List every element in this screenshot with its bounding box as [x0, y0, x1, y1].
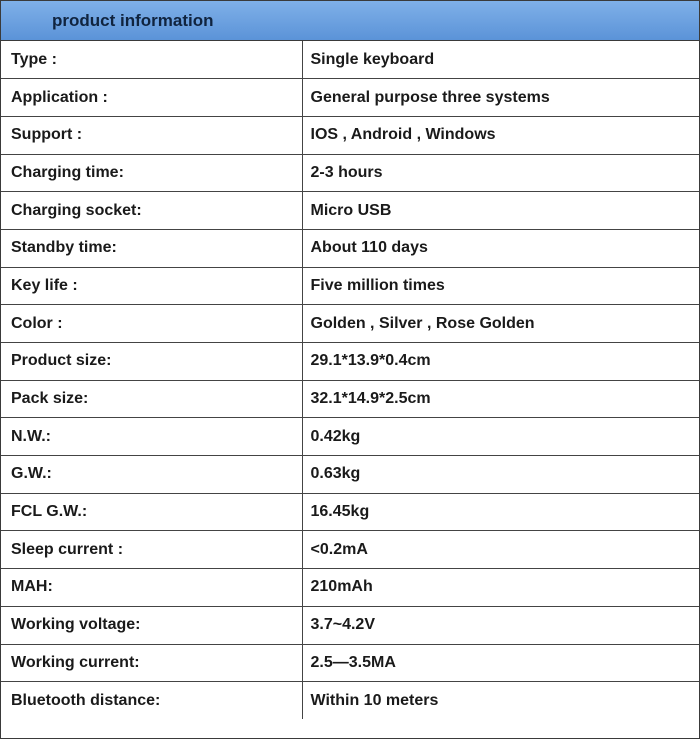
table-row — [1, 41, 699, 79]
spec-value: General purpose three systems — [302, 79, 699, 117]
table-row — [1, 606, 699, 644]
spec-label: MAH: — [1, 569, 302, 607]
spec-value: Golden , Silver , Rose Golden — [302, 305, 699, 343]
spec-label: Sleep current : — [1, 531, 302, 569]
spec-value: Micro USB — [302, 192, 699, 230]
spec-label: Color : — [1, 305, 302, 343]
table-row — [1, 116, 699, 154]
spec-value: IOS , Android , Windows — [302, 116, 699, 154]
spec-value: 0.42kg — [302, 418, 699, 456]
spec-table — [1, 41, 699, 719]
table-row — [1, 569, 699, 607]
spec-label: N.W.: — [1, 418, 302, 456]
table-row — [1, 305, 699, 343]
spec-label: Pack size: — [1, 380, 302, 418]
table-row — [1, 531, 699, 569]
spec-value: 3.7~4.2V — [302, 606, 699, 644]
spec-value: About 110 days — [302, 229, 699, 267]
spec-label: Working current: — [1, 644, 302, 682]
spec-label: Charging time: — [1, 154, 302, 192]
table-row — [1, 682, 699, 720]
spec-label: Working voltage: — [1, 606, 302, 644]
table-row — [1, 380, 699, 418]
table-header — [1, 1, 699, 41]
spec-label: FCL G.W.: — [1, 493, 302, 531]
table-row — [1, 267, 699, 305]
spec-value: Single keyboard — [302, 41, 699, 79]
spec-value: 0.63kg — [302, 456, 699, 494]
table-row — [1, 456, 699, 494]
spec-label: Product size: — [1, 343, 302, 381]
spec-value: Within 10 meters — [310, 691, 439, 709]
spec-value: 32.1*14.9*2.5cm — [302, 380, 699, 418]
table-row — [1, 644, 699, 682]
spec-label: Type : — [1, 41, 302, 79]
table-row — [1, 493, 699, 531]
table-row — [1, 154, 699, 192]
spec-label: Application : — [1, 79, 302, 117]
spec-value: Five million times — [302, 267, 699, 305]
spec-value: 210mAh — [302, 569, 699, 607]
spec-label: Bluetooth distance: — [1, 682, 302, 720]
table-row — [1, 229, 699, 267]
table-row — [1, 343, 699, 381]
spec-label: Standby time: — [1, 229, 302, 267]
table-row — [1, 192, 699, 230]
spec-value: 16.45kg — [302, 493, 699, 531]
spec-label: Support : — [1, 116, 302, 154]
spec-value: <0.2mA — [302, 531, 699, 569]
spec-label: Charging socket: — [1, 192, 302, 230]
spec-label: G.W.: — [1, 456, 302, 494]
spec-value: 29.1*13.9*0.4cm — [302, 343, 699, 381]
spec-label: Key life : — [1, 267, 302, 305]
spec-value: 2-3 hours — [302, 154, 699, 192]
spec-value: 2.5—3.5MA — [302, 644, 699, 682]
header-title: product information — [52, 10, 214, 30]
table-row — [1, 79, 699, 117]
table-row — [1, 418, 699, 456]
